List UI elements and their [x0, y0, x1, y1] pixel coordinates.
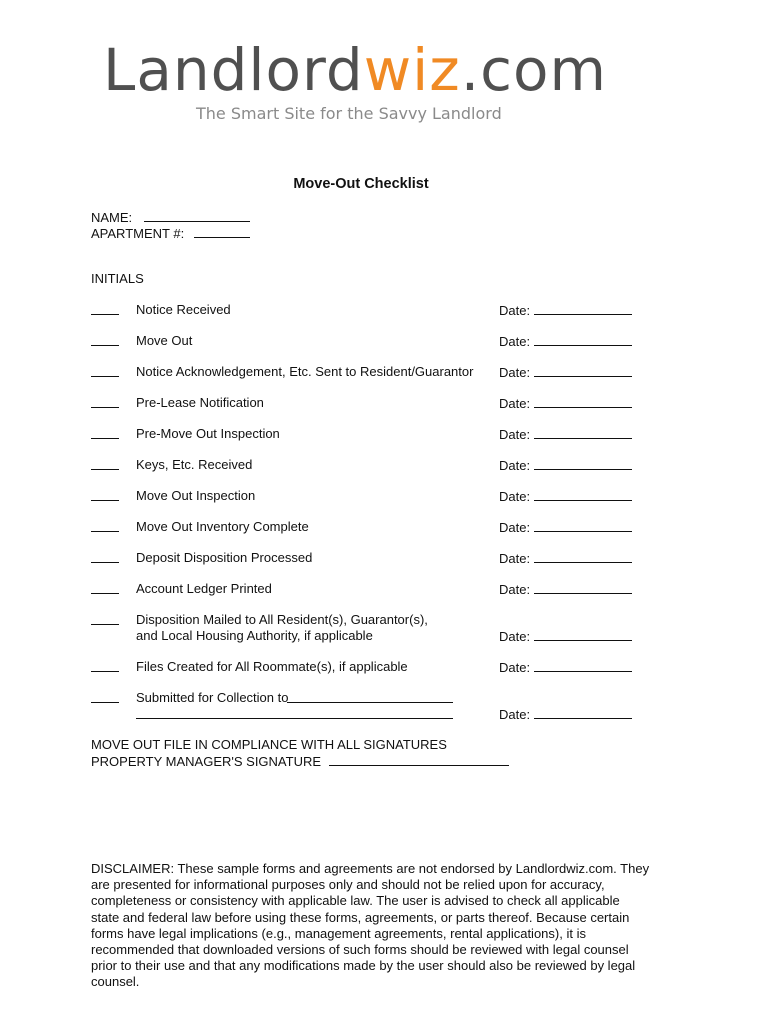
- date-label: Date:: [499, 334, 531, 349]
- initials-blank-line: [91, 593, 119, 594]
- date-field: [499, 457, 632, 474]
- initials-blank-line: [91, 376, 119, 377]
- checklist-row: [0, 581, 770, 597]
- checklist-row: [0, 457, 770, 473]
- date-blank-line: [534, 395, 632, 408]
- date-field: [499, 628, 632, 645]
- checklist-row: [0, 488, 770, 504]
- checklist-row: [0, 426, 770, 442]
- checklist-item-label: Notice Received: [136, 302, 231, 317]
- initials-heading: INITIALS: [91, 271, 144, 286]
- date-field: [499, 426, 632, 443]
- date-blank-line: [534, 628, 632, 641]
- initials-blank-line: [91, 531, 119, 532]
- signature-label: PROPERTY MANAGER'S SIGNATURE: [91, 754, 322, 769]
- checklist-item-label: Keys, Etc. Received: [136, 457, 253, 472]
- date-field: [499, 550, 632, 567]
- signature-field: [91, 753, 509, 770]
- checklist-item-label: Submitted for Collection to: [136, 690, 289, 705]
- checklist-row: [0, 364, 770, 380]
- date-blank-line: [534, 550, 632, 563]
- date-label: Date:: [499, 660, 531, 675]
- date-blank-line: [534, 426, 632, 439]
- checklist-row: [0, 659, 770, 675]
- date-field: [499, 581, 632, 598]
- date-label: Date:: [499, 427, 531, 442]
- date-label: Date:: [499, 582, 531, 597]
- checklist-row: [0, 302, 770, 318]
- date-label: Date:: [499, 365, 531, 380]
- checklist-row: [0, 395, 770, 411]
- logo-text-wiz: wiz: [363, 36, 461, 104]
- initials-blank-line: [91, 624, 119, 625]
- initials-blank-line: [91, 345, 119, 346]
- date-label: Date:: [499, 707, 531, 722]
- apartment-field: [91, 225, 250, 242]
- signature-blank-line: [329, 753, 509, 766]
- logo-text-com: .com: [460, 36, 607, 104]
- checklist-item-label: Disposition Mailed to All Resident(s), Guarantor(s),: [136, 612, 428, 627]
- initials-blank-line: [91, 562, 119, 563]
- collection-agency-blank-line: [287, 690, 453, 703]
- name-field: [91, 209, 250, 226]
- checklist-item-label: Move Out Inventory Complete: [136, 519, 309, 534]
- checklist-row: [0, 612, 770, 644]
- date-label: Date:: [499, 520, 531, 535]
- date-blank-line: [534, 302, 632, 315]
- date-blank-line: [534, 457, 632, 470]
- checklist-item-label: Move Out: [136, 333, 193, 348]
- date-label: Date:: [499, 458, 531, 473]
- date-field: [499, 488, 632, 505]
- checklist-item-label: Pre-Move Out Inspection: [136, 426, 280, 441]
- site-logo: [103, 36, 607, 104]
- date-field: [499, 395, 632, 412]
- date-field: [499, 302, 632, 319]
- logo-tagline: The Smart Site for the Savvy Landlord: [196, 104, 502, 123]
- page-title: Move-Out Checklist: [293, 176, 429, 192]
- date-label: Date:: [499, 629, 531, 644]
- logo-text-landlord: Landlord: [103, 36, 364, 104]
- checklist-row: [0, 690, 770, 722]
- date-field: [499, 519, 632, 536]
- date-label: Date:: [499, 551, 531, 566]
- checklist-item-label: Move Out Inspection: [136, 488, 256, 503]
- date-blank-line: [534, 364, 632, 377]
- date-field: [499, 706, 632, 723]
- apartment-blank-line: [194, 225, 250, 238]
- date-blank-line: [534, 519, 632, 532]
- checklist-item-label: Notice Acknowledgement, Etc. Sent to Resident/Guarantor: [136, 364, 474, 379]
- initials-blank-line: [91, 469, 119, 470]
- initials-blank-line: [91, 500, 119, 501]
- date-blank-line: [534, 488, 632, 501]
- checklist-row: [0, 550, 770, 566]
- date-blank-line: [534, 581, 632, 594]
- compliance-line: MOVE OUT FILE IN COMPLIANCE WITH ALL SIGNATURES: [91, 737, 447, 752]
- date-blank-line: [534, 706, 632, 719]
- initials-blank-line: [91, 671, 119, 672]
- apartment-label: APARTMENT #:: [91, 226, 185, 241]
- checklist-row: [0, 519, 770, 535]
- disclaimer-text: DISCLAIMER: These sample forms and agreements are not endorsed by Landlordwiz.com. They are presented for informational purposes only and should not be relied upon for accuracy, completeness or consistency with applicable law. The user is advised to check all applicable state and federal law before using these forms, agreements, or parts thereof. Because certain forms have legal implications (e.g., management agreements, rental applications), it is recommended that downloaded versions of such forms should be reviewed with legal counsel prior to their use and that any modifications made by the user should also be reviewed by legal counsel.: [91, 861, 650, 990]
- initials-blank-line: [91, 438, 119, 439]
- initials-blank-line: [91, 407, 119, 408]
- checklist-row: [0, 333, 770, 349]
- date-field: [499, 364, 632, 381]
- date-label: Date:: [499, 303, 531, 318]
- date-field: [499, 333, 632, 350]
- initials-blank-line: [91, 702, 119, 703]
- collection-agency-blank-line-2: [136, 706, 453, 719]
- date-blank-line: [534, 333, 632, 346]
- checklist-item-label: Pre-Lease Notification: [136, 395, 264, 410]
- checklist-item-label: Deposit Disposition Processed: [136, 550, 313, 565]
- name-blank-line: [144, 209, 250, 222]
- checklist-item-label: Files Created for All Roommate(s), if applicable: [136, 659, 408, 674]
- date-field: [499, 659, 632, 676]
- date-label: Date:: [499, 396, 531, 411]
- name-label: NAME:: [91, 210, 133, 225]
- date-label: Date:: [499, 489, 531, 504]
- initials-blank-line: [91, 314, 119, 315]
- date-blank-line: [534, 659, 632, 672]
- checklist-item-label-line2: and Local Housing Authority, if applicable: [136, 628, 373, 643]
- checklist-item-label: Account Ledger Printed: [136, 581, 272, 596]
